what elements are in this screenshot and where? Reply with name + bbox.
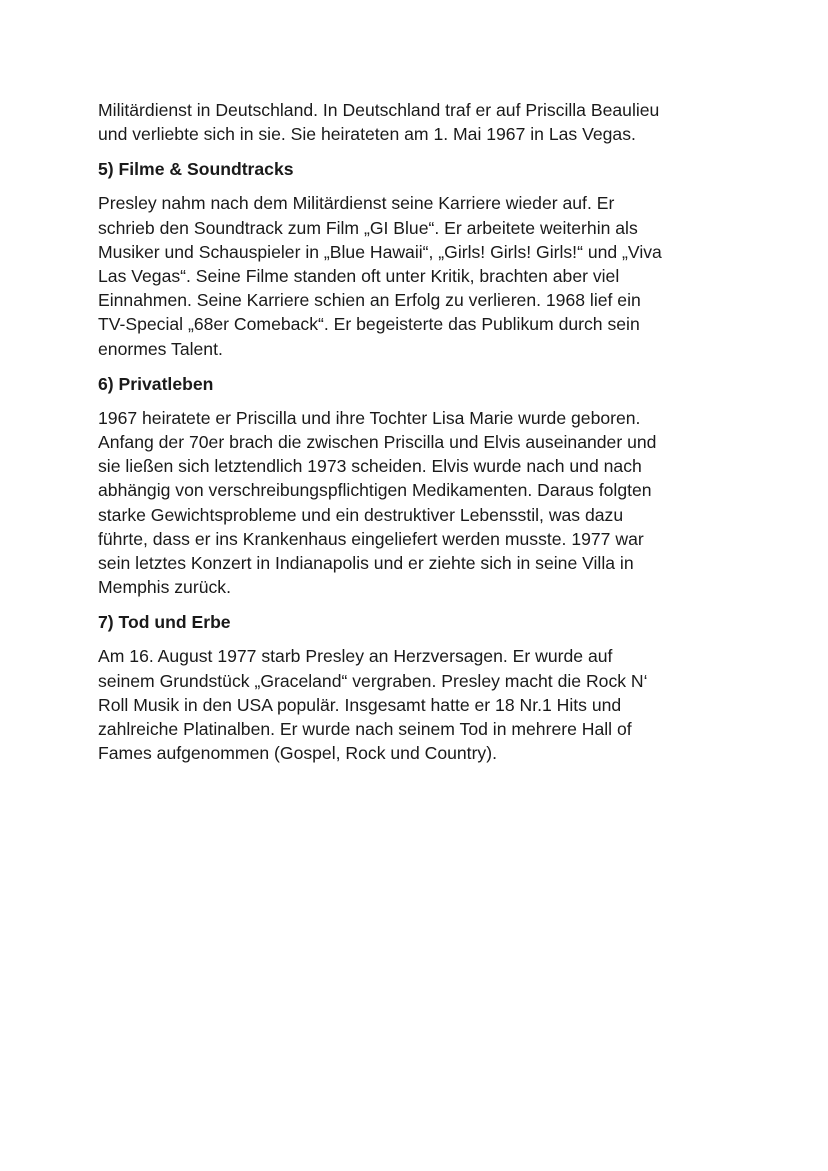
text-line: abhängig von verschreibungspflichtigen Medikamenten. Daraus folgten (98, 480, 652, 501)
section-paragraph-tod-und-erbe (98, 644, 734, 765)
section-heading-filme-soundtracks: 5) Filme & Soundtracks (98, 159, 294, 180)
text-line: Roll Musik in den USA populär. Insgesamt hatte er 18 Nr.1 Hits und (98, 694, 622, 715)
text-line: TV-Special „68er Comeback“. Er begeisterte das Publikum durch sein (98, 314, 640, 335)
text-line: führte, dass er ins Krankenhaus eingeliefert werden musste. 1977 war (98, 528, 644, 549)
text-line: Am 16. August 1977 starb Presley an Herzversagen. Er wurde auf (98, 646, 613, 667)
text-line: Presley nahm nach dem Militärdienst seine Karriere wieder auf. Er (98, 193, 615, 214)
text-line: sie ließen sich letztendlich 1973 scheiden. Elvis wurde nach und nach (98, 456, 642, 477)
text-line: schrieb den Soundtrack zum Film „GI Blue“. Er arbeitete weiterhin als (98, 217, 638, 238)
text-line: und verliebte sich in sie. Sie heirateten am 1. Mai 1967 in Las Vegas. (98, 124, 636, 145)
text-line: Fames aufgenommen (Gospel, Rock und Country). (98, 743, 497, 764)
text-line: seinem Grundstück „Graceland“ vergraben. Presley macht die Rock N‘ (98, 670, 648, 691)
intro-paragraph (98, 98, 734, 146)
text-line: Einnahmen. Seine Karriere schien an Erfolg zu verlieren. 1968 lief ein (98, 290, 641, 311)
text-line: enormes Talent. (98, 338, 223, 359)
text-line: Militärdienst in Deutschland. In Deutschland traf er auf Priscilla Beaulieu (98, 100, 660, 120)
document-page (98, 98, 734, 765)
text-line: Anfang der 70er brach die zwischen Priscilla und Elvis auseinander und (98, 432, 657, 453)
section-paragraph-privatleben (98, 406, 734, 600)
section-paragraph-filme-soundtracks (98, 191, 734, 360)
section-heading-tod-und-erbe: 7) Tod und Erbe (98, 612, 231, 633)
text-line: Las Vegas“. Seine Filme standen oft unter Kritik, brachten aber viel (98, 266, 620, 287)
text-line: Musiker und Schauspieler in „Blue Hawaii“, „Girls! Girls! Girls!“ und „Viva (98, 241, 662, 262)
text-line: sein letztes Konzert in Indianapolis und er ziehte sich in seine Villa in (98, 553, 634, 574)
text-line: starke Gewichtsprobleme und ein destruktiver Lebensstil, was dazu (98, 504, 624, 525)
text-line: zahlreiche Platinalben. Er wurde nach seinem Tod in mehrere Hall of (98, 719, 632, 740)
section-heading-privatleben: 6) Privatleben (98, 373, 214, 394)
text-line: Memphis zurück. (98, 577, 231, 598)
text-line: 1967 heiratete er Priscilla und ihre Tochter Lisa Marie wurde geboren. (98, 407, 641, 428)
